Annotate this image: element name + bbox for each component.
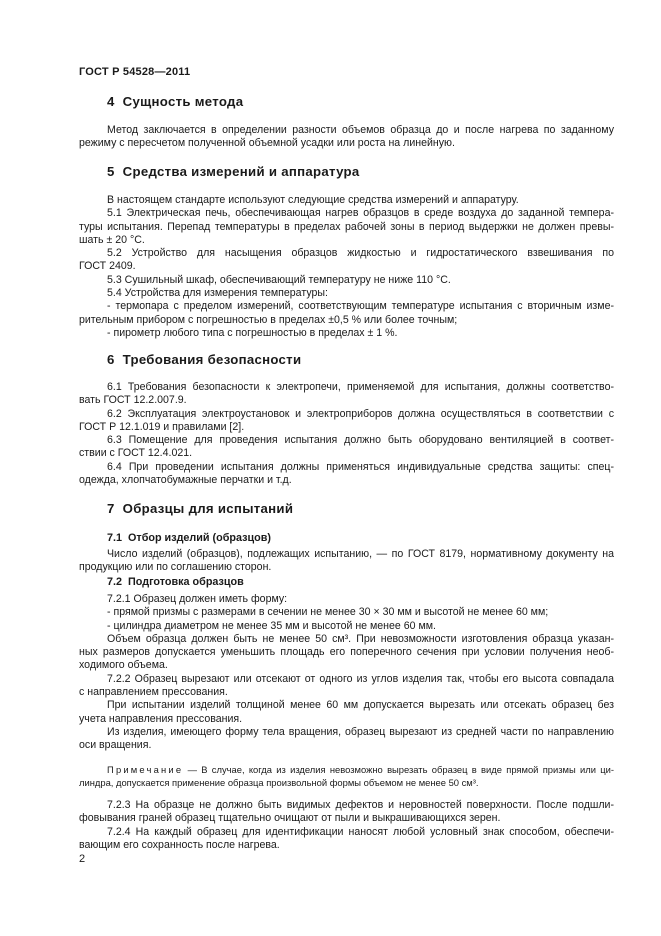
text-line: ГОСТ Р 12.1.019 и правилами [2].: [79, 420, 245, 433]
subsection-7-2-3-text: [79, 799, 614, 852]
text-line: 5.1 Электрическая печь, обеспечивающая нагрев образцов в среде воздуха до заданной темпера-: [107, 207, 614, 220]
subsection-number: 7.1: [107, 532, 123, 544]
section-title: Сущность метода: [122, 94, 244, 109]
text-line: 7.2.1 Образец должен иметь форму:: [107, 593, 288, 605]
section-6-text: [79, 381, 614, 487]
text-line: 6.3 Помещение для проведения испытания должно быть оборудовано вентиляцией в соответ-: [107, 434, 614, 447]
section-4-heading: [107, 95, 243, 108]
text-line: вать ГОСТ 12.2.007.9.: [79, 394, 187, 407]
section-title: Средства измерений и аппаратура: [122, 164, 360, 179]
note-line: линдра, допускается применение образца произвольной формы объемом не менее 50 см³.: [79, 776, 479, 788]
text-line: - пирометр любого типа с погрешностью в пределах ± 1 %.: [107, 326, 398, 339]
text-line: продукцию или по соглашению сторон.: [79, 561, 272, 574]
subsection-title: Отбор изделий (образцов): [128, 532, 271, 544]
text-line: 6.2 Эксплуатация электроустановок и электроприборов должна осуществляться в соответствии с: [107, 407, 614, 420]
text-line: оси вращения.: [79, 739, 152, 752]
note-block: [79, 764, 614, 789]
text-line: - цилиндра диаметром не менее 35 мм и высотой не менее 60 мм.: [107, 619, 437, 632]
text-line: ГОСТ 2409.: [79, 260, 136, 273]
section-5-heading: [107, 165, 360, 178]
section-6-heading: [107, 353, 301, 366]
section-number: 6: [107, 352, 115, 367]
text-line: 6.1 Требования безопасности к электропечи, применяемой для испытания, должны соответство-: [107, 381, 614, 393]
text-line: 5.3 Сушильный шкаф, обеспечивающий температуру не ниже 110 °С.: [107, 273, 451, 286]
text-line: туры испытания. Перепад температуры в пределах рабочей зоны в период выдержки не должен превы-: [79, 220, 614, 233]
text-line: учета направления прессования.: [79, 712, 243, 725]
section-5-text: [79, 194, 614, 340]
text-line: 7.2.3 На образце не должно быть видимых дефектов и неровностей поверхности. После подшли-: [107, 799, 614, 811]
text-line: ствии с ГОСТ 12.4.021.: [79, 447, 193, 460]
subsection-7-1-text: [79, 548, 614, 575]
text-line: Объем образца должен быть не менее 50 см³. При невозможности изготовления образца указан-: [107, 632, 614, 645]
document-header: ГОСТ Р 54528—2011: [79, 66, 191, 78]
section-title: Требования безопасности: [122, 352, 302, 367]
text-line: фовывания граней образец тщательно очищают от пыли и выкрашивающихся зерен.: [79, 812, 501, 825]
text-line: одежда, хлопчатобумажные перчатки и т.д.: [79, 474, 292, 487]
subsection-7-1-heading: [107, 532, 271, 545]
text-line: 7.2.4 На каждый образец для идентификации наносят любой условный знак способом, обеспечи-: [107, 825, 614, 838]
section-number: 5: [107, 164, 115, 179]
section-number: 7: [107, 501, 115, 516]
section-4-text: [79, 124, 614, 151]
text-line: Метод заключается в определении разности объемов образца до и после нагрева по заданному: [107, 124, 614, 136]
section-7-heading: [107, 502, 293, 515]
text-line: рительным прибором с погрешностью в пределах ±0,5 % или более точным;: [79, 313, 458, 326]
text-line: - термопара с пределом измерений, соответствующим температуре испытания с вторичным изме-: [107, 300, 614, 313]
text-line: 5.4 Устройства для измерения температуры:: [107, 287, 328, 300]
note-line: [79, 764, 614, 777]
text-line: шать ± 20 °С.: [79, 233, 145, 246]
subsection-number: 7.2: [107, 576, 123, 588]
subsection-7-2-heading: [107, 576, 244, 589]
text-line: - прямой призмы с размерами в сечении не менее 30 × 30 мм и высотой не менее 60 мм;: [107, 606, 549, 619]
text-line: Из изделия, имеющего форму тела вращения, образец вырезают из средней части по направлению: [107, 725, 614, 738]
text-line: режиму с пересчетом полученной объемной усадки или роста на линейную.: [79, 137, 455, 150]
subsection-title: Подготовка образцов: [128, 576, 244, 588]
text-line: В настоящем стандарте используют следующие средства измерений и аппаратуру.: [107, 194, 519, 206]
section-number: 4: [107, 94, 115, 109]
text-line: ходимого объема.: [79, 659, 168, 672]
text-line: ных размеров допускается уменьшить площадь его поперечного сечения при условии получения необ-: [79, 646, 614, 659]
text-line: 5.2 Устройство для насыщения образцов жидкостью и гидростатического взвешивания по: [107, 247, 614, 260]
page-number: 2: [79, 853, 86, 865]
text-line: Число изделий (образцов), подлежащих испытанию, — по ГОСТ 8179, нормативному документу на: [107, 548, 614, 560]
text-line: При испытании изделий толщиной менее 60 мм допускается вырезать или отсекать образец без: [107, 699, 614, 712]
text-line: вающим его сохранность после нагрева.: [79, 838, 280, 851]
note-label: Примечание: [107, 764, 184, 775]
note-text: — В случае, когда из изделия невозможно вырезать образец в виде прямой призмы или ци-: [183, 764, 614, 775]
text-line: 7.2.2 Образец вырезают или отсекают от одного из углов изделия так, чтобы его высота совпадала: [107, 672, 614, 685]
text-line: 6.4 При проведении испытания должны применяться индивидуальные средства защиты: спец-: [107, 460, 614, 473]
subsection-7-2-text: [79, 593, 614, 753]
text-line: с направлением прессования.: [79, 686, 228, 699]
section-title: Образцы для испытаний: [122, 501, 294, 516]
